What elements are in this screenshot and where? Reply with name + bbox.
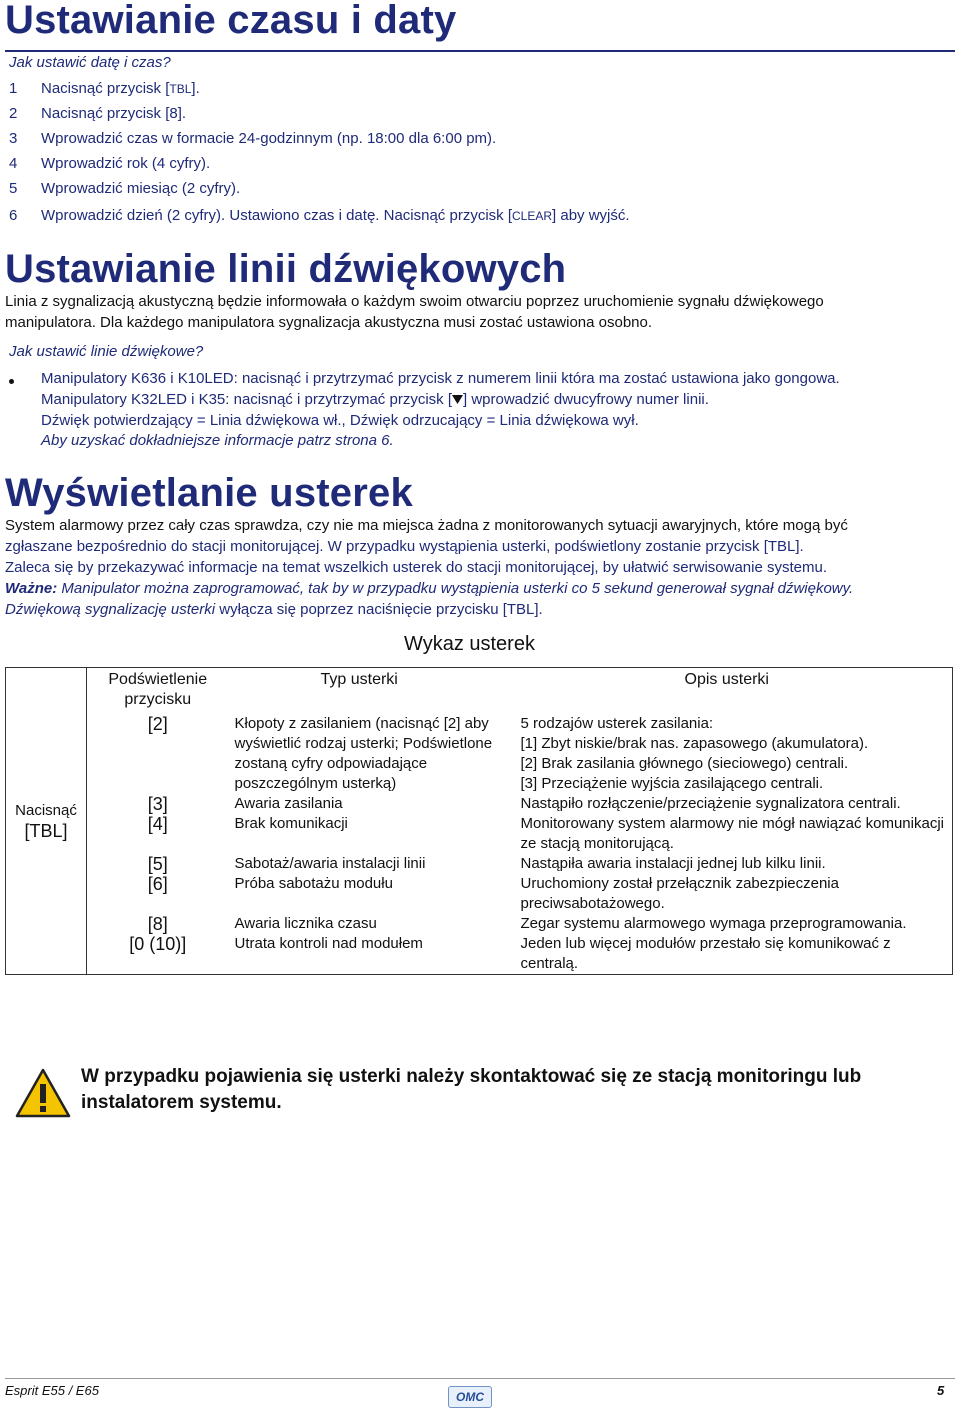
footer-rule [5, 1378, 955, 1379]
step-item: 1 Nacisnąć przycisk [TBL]. [9, 80, 200, 97]
trouble-paragraph: System alarmowy przez cały czas sprawdza, czy nie ma miejsca żadna z monitorowanych sytuacji awaryjnych, które mogą być zgłaszane bezpośrednio do stacji monitorującej. W przypadku wystąpienia usterki, podświetlony zostanie przycisk [TBL]. Zaleca się by przekazywać informacje na temat wszelkich usterek do stacji monitorującej, by ułatwić serwisowanie systemu. Ważne: Manipulator można zaprogramować, tak by w przypadku wystąpienia usterki co 5 sekund generował sygnał dźwiękowy. Dźwiękową sygnalizację usterki wyłącza się poprzez naciśnięcie przycisku [TBL]. [5, 517, 854, 618]
bullet-icon [9, 379, 14, 384]
step-item: 6 Wprowadzić dzień (2 cyfry). Ustawiono czas i datę. Nacisnąć przycisk [CLEAR] aby wyjść. [9, 207, 630, 224]
bullet-line: Aby uzyskać dokładniejsze informacje patrz strona 6. [41, 432, 394, 449]
trouble-table [5, 667, 953, 975]
table-row: [2] Kłopoty z zasilaniem (nacisnąć [2] aby wyświetlić rodzaj usterki; Podświetlone zostaną cyfry odpowiadające poszczególnym usterką) 5 rodzajów usterek zasilania: [1] Zbyt niskie/brak nas. zapasowego (akumulatora). [2] Brak zasilania głównego (sieciowego) centrali. [3] Przeciążenie wyjścia zasilającego centrali. [6, 714, 953, 794]
table-row: [4] Brak komunikacji Monitorowany system alarmowy nie mógł nawiązać komunikacji ze stacją monitorującą. [6, 814, 953, 854]
step-item: 4 Wprowadzić rok (4 cyfry). [9, 155, 211, 172]
question-chime: Jak ustawić linie dźwiękowe? [9, 343, 204, 360]
step-item: 5 Wprowadzić miesiąc (2 cyfry). [9, 180, 241, 197]
table-row: [3] Awaria zasilania Nastąpiło rozłączenie/przeciążenie sygnalizatora centrali. [6, 794, 953, 814]
warning-text: W przypadku pojawienia się usterki należy skontaktować się ze stacją monitoringu lub instalatorem systemu. [81, 1066, 862, 1113]
omc-logo: OMC [448, 1386, 492, 1408]
section-heading-trouble: Wyświetlanie usterek [5, 471, 413, 515]
chime-intro: Linia z sygnalizacją akustyczną będzie informowała o każdym swoim otwarciu poprzez uruchomienie sygnału dźwiękowego manipulatora. Dla każdego manipulatora sygnalizacja akustyczna musi zostać ustawiona osobno. [5, 293, 824, 331]
table-row: [0 (10)] Utrata kontroli nad modułem Jeden lub więcej modułów przestało się komunikować z centralą. [6, 934, 953, 975]
footer-model: Esprit E55 / E65 [5, 1383, 99, 1398]
table-row: [5] Sabotaż/awaria instalacji linii Nastąpiła awaria instalacji jednej lub kilku linii. [6, 854, 953, 874]
section-heading-chime: Ustawianie linii dźwiękowych [5, 247, 567, 291]
table-title: Wykaz usterek [404, 633, 535, 655]
col-header: Typ usterki [229, 668, 515, 715]
page-number: 5 [937, 1383, 945, 1398]
bullet-line: Manipulatory K636 i K10LED: nacisnąć i przytrzymać przycisk z numerem linii która ma zostać ustawiona jako gongowa. [41, 370, 840, 387]
step-item: 3 Wprowadzić czas w formacie 24-godzinnym (np. 18:00 dla 6:00 pm). [9, 130, 497, 147]
table-row: [6] Próba sabotażu modułu Uruchomiony został przełącznik zabezpieczenia preciwsabotażowego. [6, 874, 953, 914]
warning-triangle-icon [15, 1068, 71, 1118]
bullet-line: Dźwięk potwierdzający = Linia dźwiękowa wł., Dźwięk odrzucający = Linia dźwiękowa wył. [41, 412, 639, 429]
question-time-date: Jak ustawić datę i czas? [9, 54, 171, 71]
arrow-down-icon [452, 394, 463, 405]
bullet-line: Manipulatory K32LED i K35: nacisnąć i przytrzymać przycisk [ ] wprowadzić dwucyfrowy numer linii. [41, 391, 709, 408]
section-heading-time-date: Ustawianie czasu i daty [5, 0, 457, 42]
col-header: Podświetlenie przycisku [87, 668, 229, 715]
step-item: 2 Nacisnąć przycisk [8]. [9, 105, 187, 122]
table-row: [8] Awaria licznika czasu Zegar systemu alarmowego wymaga przeprogramowania. [6, 914, 953, 934]
note-label: Ważne: [5, 580, 58, 597]
heading-rule [5, 50, 955, 52]
col-header: Opis usterki [515, 668, 953, 715]
press-tbl-label: Nacisnąć [TBL] [6, 668, 87, 975]
